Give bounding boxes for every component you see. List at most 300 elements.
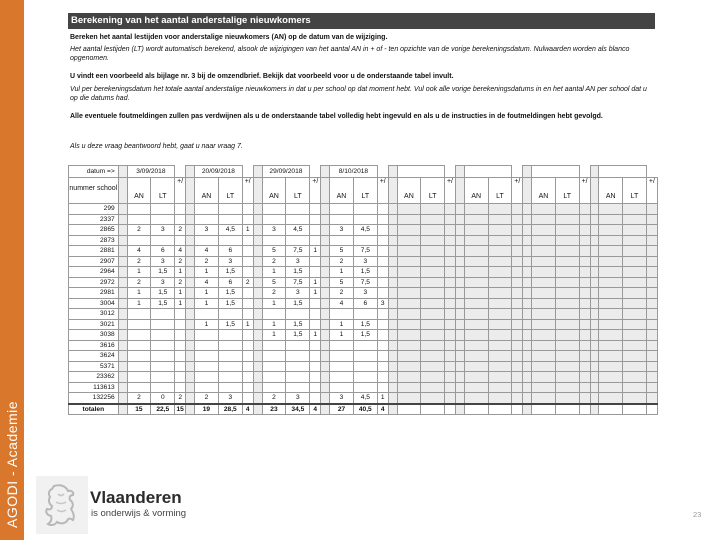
- an-cell[interactable]: [532, 298, 556, 309]
- lt-cell: [286, 372, 310, 383]
- an-cell[interactable]: [330, 382, 354, 393]
- plusmin-column-header: +/: [579, 178, 590, 204]
- an-cell[interactable]: 1: [195, 288, 219, 299]
- total-lt: [488, 404, 512, 415]
- an-cell[interactable]: [397, 330, 421, 341]
- row-spacer: [321, 340, 330, 351]
- an-cell[interactable]: [330, 372, 354, 383]
- row-spacer: [590, 382, 599, 393]
- plusmin-cell: [579, 246, 590, 257]
- lt-cell: 1,5: [151, 298, 175, 309]
- lt-cell: [623, 382, 647, 393]
- an-cell[interactable]: [599, 256, 623, 267]
- plusmin-cell: [445, 372, 456, 383]
- plusmin-cell: [377, 267, 388, 278]
- an-cell[interactable]: [397, 214, 421, 225]
- an-cell[interactable]: 3: [330, 393, 354, 404]
- lt-cell: [623, 340, 647, 351]
- an-cell[interactable]: [330, 214, 354, 225]
- row-spacer: [321, 204, 330, 215]
- an-cell[interactable]: 3: [262, 225, 286, 236]
- an-cell[interactable]: 3: [195, 225, 219, 236]
- an-cell[interactable]: [599, 372, 623, 383]
- an-cell[interactable]: [397, 382, 421, 393]
- an-cell[interactable]: [127, 340, 151, 351]
- lt-cell: [286, 361, 310, 372]
- row-spacer: [118, 288, 127, 299]
- an-cell[interactable]: [330, 204, 354, 215]
- plusmin-cell: 1: [310, 288, 321, 299]
- an-cell[interactable]: [532, 277, 556, 288]
- an-cell[interactable]: [532, 256, 556, 267]
- an-cell[interactable]: [464, 330, 488, 341]
- an-cell[interactable]: 5: [262, 277, 286, 288]
- lt-cell: [151, 361, 175, 372]
- an-cell[interactable]: [464, 277, 488, 288]
- an-cell[interactable]: [464, 267, 488, 278]
- an-cell[interactable]: [127, 382, 151, 393]
- row-spacer: [455, 267, 464, 278]
- row-spacer: [455, 256, 464, 267]
- an-cell[interactable]: [330, 309, 354, 320]
- plusmin-cell: [445, 309, 456, 320]
- an-cell[interactable]: [532, 214, 556, 225]
- an-cell[interactable]: [532, 246, 556, 257]
- an-cell[interactable]: [195, 214, 219, 225]
- an-cell[interactable]: [195, 361, 219, 372]
- an-cell[interactable]: [599, 309, 623, 320]
- an-cell[interactable]: [195, 340, 219, 351]
- lt-column-header: LT: [151, 178, 175, 204]
- lt-cell: [488, 246, 512, 257]
- column-spacer: [455, 178, 464, 204]
- an-cell[interactable]: [127, 372, 151, 383]
- an-cell[interactable]: [262, 372, 286, 383]
- row-spacer: [590, 298, 599, 309]
- an-cell[interactable]: [464, 382, 488, 393]
- row-spacer: [186, 204, 195, 215]
- an-cell[interactable]: [532, 382, 556, 393]
- plusmin-spacer: [242, 166, 253, 178]
- an-cell[interactable]: 2: [262, 288, 286, 299]
- plusmin-cell: [175, 330, 186, 341]
- an-cell[interactable]: [397, 393, 421, 404]
- lt-cell: [623, 235, 647, 246]
- lt-cell: [151, 235, 175, 246]
- an-cell[interactable]: [532, 393, 556, 404]
- an-cell[interactable]: [195, 235, 219, 246]
- an-cell[interactable]: 4: [195, 277, 219, 288]
- row-spacer: [118, 277, 127, 288]
- an-cell[interactable]: [127, 351, 151, 362]
- plusmin-cell: 1: [175, 267, 186, 278]
- row-spacer: [321, 382, 330, 393]
- total-an: [397, 404, 421, 415]
- total-plusmin: [512, 404, 523, 415]
- an-cell[interactable]: [397, 267, 421, 278]
- an-cell[interactable]: [397, 309, 421, 320]
- plusmin-cell: [242, 298, 253, 309]
- row-spacer: [388, 256, 397, 267]
- an-cell[interactable]: 4: [127, 246, 151, 257]
- plusmin-cell: 4: [175, 246, 186, 257]
- an-cell[interactable]: [599, 204, 623, 215]
- an-cell[interactable]: [532, 267, 556, 278]
- lt-cell: 1,5: [286, 267, 310, 278]
- lt-cell: 7,5: [353, 277, 377, 288]
- an-cell[interactable]: [397, 361, 421, 372]
- lt-cell: [151, 319, 175, 330]
- row-spacer: [118, 351, 127, 362]
- an-cell[interactable]: 1: [330, 330, 354, 341]
- an-cell[interactable]: [599, 361, 623, 372]
- an-cell[interactable]: [532, 361, 556, 372]
- an-cell[interactable]: 1: [262, 298, 286, 309]
- an-cell[interactable]: [599, 340, 623, 351]
- an-cell[interactable]: [397, 351, 421, 362]
- an-cell[interactable]: 1: [195, 267, 219, 278]
- plusmin-cell: [579, 382, 590, 393]
- plusmin-cell: [579, 214, 590, 225]
- an-column-header: AN: [330, 178, 354, 204]
- plusmin-cell: [242, 204, 253, 215]
- lt-cell: [421, 393, 445, 404]
- an-cell[interactable]: [464, 393, 488, 404]
- an-cell[interactable]: 2: [195, 256, 219, 267]
- date-cell[interactable]: [599, 166, 647, 178]
- plusmin-cell: [242, 340, 253, 351]
- an-cell[interactable]: 3: [330, 225, 354, 236]
- column-spacer: [590, 178, 599, 204]
- total-plusmin: 15: [175, 404, 186, 415]
- row-spacer: [118, 382, 127, 393]
- lt-cell: 4,5: [353, 225, 377, 236]
- an-cell[interactable]: [599, 298, 623, 309]
- an-cell[interactable]: [532, 330, 556, 341]
- plusmin-cell: [242, 393, 253, 404]
- total-lt: 28,5: [218, 404, 242, 415]
- plusmin-cell: [377, 256, 388, 267]
- an-cell[interactable]: [532, 372, 556, 383]
- date-cell[interactable]: 20/09/2018: [195, 166, 243, 178]
- an-cell[interactable]: [464, 309, 488, 320]
- plusmin-cell: [579, 340, 590, 351]
- table-row: [69, 319, 658, 330]
- an-cell[interactable]: 2: [127, 225, 151, 236]
- an-cell[interactable]: [532, 319, 556, 330]
- plusmin-cell: [512, 351, 523, 362]
- instruction-2: Het aantal lestijden (LT) wordt automatisch berekend, alsook de wijzigingen van het aantal AN in + of - ten opzichte van de vorige berekeningsdatum. Nulwaarden worden als blanco opgenomen.: [70, 46, 630, 62]
- plusmin-column-header: +/: [242, 178, 253, 204]
- an-cell[interactable]: 1: [262, 267, 286, 278]
- an-cell[interactable]: [464, 204, 488, 215]
- an-cell[interactable]: [330, 361, 354, 372]
- an-cell[interactable]: [262, 309, 286, 320]
- an-cell[interactable]: [397, 298, 421, 309]
- an-cell[interactable]: 1: [195, 298, 219, 309]
- lt-cell: [218, 235, 242, 246]
- an-cell[interactable]: [127, 319, 151, 330]
- an-cell[interactable]: [397, 372, 421, 383]
- an-cell[interactable]: [464, 361, 488, 372]
- an-cell[interactable]: [532, 288, 556, 299]
- lt-cell: [555, 214, 579, 225]
- an-cell[interactable]: 2: [262, 393, 286, 404]
- date-cell[interactable]: 3/09/2018: [127, 166, 175, 178]
- plusmin-cell: [512, 235, 523, 246]
- an-cell[interactable]: 2: [127, 256, 151, 267]
- an-cell[interactable]: [464, 351, 488, 362]
- an-cell[interactable]: [195, 351, 219, 362]
- total-an: 27: [330, 404, 354, 415]
- an-cell[interactable]: [397, 204, 421, 215]
- lt-cell: [555, 246, 579, 257]
- an-cell[interactable]: 2: [195, 393, 219, 404]
- plusmin-cell: [646, 298, 657, 309]
- plusmin-spacer: [377, 166, 388, 178]
- row-spacer: [590, 361, 599, 372]
- an-cell[interactable]: [195, 382, 219, 393]
- lt-cell: [488, 267, 512, 278]
- an-cell[interactable]: [127, 204, 151, 215]
- table-row: [69, 235, 658, 246]
- date-spacer: [590, 166, 599, 178]
- date-cell[interactable]: 8/10/2018: [330, 166, 378, 178]
- an-cell[interactable]: [532, 235, 556, 246]
- lt-cell: [151, 214, 175, 225]
- row-spacer: [186, 225, 195, 236]
- table-row: [69, 351, 658, 362]
- an-cell[interactable]: 1: [330, 267, 354, 278]
- an-cell[interactable]: [532, 351, 556, 362]
- plusmin-cell: [445, 382, 456, 393]
- lt-cell: [151, 382, 175, 393]
- an-cell[interactable]: [195, 309, 219, 320]
- lt-cell: [488, 382, 512, 393]
- an-cell[interactable]: [330, 351, 354, 362]
- an-cell[interactable]: [599, 351, 623, 362]
- lt-cell: [151, 204, 175, 215]
- row-spacer: [388, 319, 397, 330]
- an-cell[interactable]: [599, 393, 623, 404]
- date-cell[interactable]: [464, 166, 512, 178]
- lt-cell: [353, 361, 377, 372]
- row-spacer: [590, 204, 599, 215]
- an-cell[interactable]: [397, 246, 421, 257]
- an-cell[interactable]: [599, 225, 623, 236]
- an-cell[interactable]: 2: [330, 288, 354, 299]
- an-cell[interactable]: [532, 225, 556, 236]
- an-cell[interactable]: [464, 246, 488, 257]
- date-header-row: [69, 166, 658, 178]
- an-cell[interactable]: [599, 382, 623, 393]
- an-cell[interactable]: [127, 214, 151, 225]
- an-cell[interactable]: [397, 277, 421, 288]
- an-cell[interactable]: [464, 319, 488, 330]
- lt-cell: [421, 340, 445, 351]
- an-cell[interactable]: 2: [127, 277, 151, 288]
- lt-cell: [488, 319, 512, 330]
- an-cell[interactable]: [464, 288, 488, 299]
- column-spacer: [388, 178, 397, 204]
- school-number: 2873: [69, 235, 119, 246]
- an-cell[interactable]: [464, 235, 488, 246]
- an-cell[interactable]: 2: [330, 256, 354, 267]
- an-cell[interactable]: 5: [330, 277, 354, 288]
- date-cell[interactable]: 29/09/2018: [262, 166, 310, 178]
- plusmin-cell: [445, 351, 456, 362]
- an-cell[interactable]: [599, 235, 623, 246]
- row-spacer: [253, 372, 262, 383]
- an-cell[interactable]: [195, 204, 219, 215]
- row-spacer: [186, 330, 195, 341]
- lt-cell: [218, 372, 242, 383]
- an-cell[interactable]: [397, 319, 421, 330]
- plusmin-cell: 2: [175, 225, 186, 236]
- plusmin-cell: [512, 214, 523, 225]
- an-cell[interactable]: [195, 330, 219, 341]
- an-cell[interactable]: [262, 351, 286, 362]
- row-spacer: [321, 361, 330, 372]
- an-cell[interactable]: [599, 330, 623, 341]
- an-cell[interactable]: 1: [262, 330, 286, 341]
- plusmin-cell: [310, 372, 321, 383]
- lt-cell: 3: [151, 277, 175, 288]
- lt-cell: [555, 288, 579, 299]
- an-cell[interactable]: 4: [330, 298, 354, 309]
- date-spacer: [186, 166, 195, 178]
- row-spacer: [388, 361, 397, 372]
- date-spacer: [388, 166, 397, 178]
- row-spacer: [253, 267, 262, 278]
- lt-cell: [555, 225, 579, 236]
- row-spacer: [186, 277, 195, 288]
- an-cell[interactable]: [599, 214, 623, 225]
- an-cell[interactable]: [599, 277, 623, 288]
- an-cell[interactable]: 1: [195, 319, 219, 330]
- lt-cell: 6: [151, 246, 175, 257]
- an-cell[interactable]: [599, 288, 623, 299]
- row-spacer: [186, 351, 195, 362]
- an-cell[interactable]: 1: [127, 288, 151, 299]
- table-row: [69, 246, 658, 257]
- an-cell[interactable]: [262, 340, 286, 351]
- lt-cell: [623, 330, 647, 341]
- an-cell[interactable]: [599, 267, 623, 278]
- an-cell[interactable]: 1: [262, 319, 286, 330]
- plusmin-cell: [445, 225, 456, 236]
- plusmin-cell: [377, 225, 388, 236]
- an-cell[interactable]: [262, 382, 286, 393]
- lt-cell: [488, 330, 512, 341]
- lt-cell: [353, 204, 377, 215]
- an-cell[interactable]: [397, 288, 421, 299]
- date-spacer: [455, 166, 464, 178]
- lt-column-header: LT: [286, 178, 310, 204]
- totals-row: [69, 404, 658, 415]
- lt-cell: 4,5: [286, 225, 310, 236]
- total-an: [464, 404, 488, 415]
- an-cell[interactable]: 2: [262, 256, 286, 267]
- lt-cell: [421, 309, 445, 320]
- an-cell[interactable]: [330, 235, 354, 246]
- an-cell[interactable]: [532, 204, 556, 215]
- row-spacer: [523, 277, 532, 288]
- row-spacer: [590, 330, 599, 341]
- an-cell[interactable]: [464, 256, 488, 267]
- an-cell[interactable]: [127, 309, 151, 320]
- an-cell[interactable]: [464, 298, 488, 309]
- an-cell[interactable]: [262, 204, 286, 215]
- an-cell[interactable]: [127, 330, 151, 341]
- an-cell[interactable]: 1: [127, 298, 151, 309]
- an-cell[interactable]: [464, 225, 488, 236]
- lt-cell: 1,5: [353, 319, 377, 330]
- an-cell[interactable]: [195, 372, 219, 383]
- plusmin-cell: [579, 393, 590, 404]
- an-cell[interactable]: 2: [127, 393, 151, 404]
- date-cell[interactable]: [397, 166, 445, 178]
- an-cell[interactable]: [397, 235, 421, 246]
- an-cell[interactable]: [262, 214, 286, 225]
- plusmin-cell: [175, 351, 186, 362]
- an-cell[interactable]: [397, 256, 421, 267]
- an-cell[interactable]: [464, 214, 488, 225]
- an-cell[interactable]: 1: [330, 319, 354, 330]
- an-cell[interactable]: [330, 340, 354, 351]
- row-spacer: [118, 298, 127, 309]
- an-cell[interactable]: [532, 309, 556, 320]
- lt-cell: [421, 235, 445, 246]
- an-cell[interactable]: [397, 340, 421, 351]
- plusmin-cell: [310, 256, 321, 267]
- row-spacer: [118, 319, 127, 330]
- date-cell[interactable]: [532, 166, 580, 178]
- an-cell[interactable]: 4: [195, 246, 219, 257]
- plusmin-cell: [377, 277, 388, 288]
- an-cell[interactable]: [599, 246, 623, 257]
- an-cell[interactable]: [464, 340, 488, 351]
- school-number: 2865: [69, 225, 119, 236]
- plusmin-cell: [377, 204, 388, 215]
- an-cell[interactable]: [262, 361, 286, 372]
- plusmin-cell: [512, 361, 523, 372]
- lt-cell: [151, 372, 175, 383]
- an-cell[interactable]: [127, 361, 151, 372]
- lt-cell: [421, 351, 445, 362]
- an-cell[interactable]: [127, 235, 151, 246]
- total-lt: [555, 404, 579, 415]
- plusmin-cell: 1: [175, 288, 186, 299]
- an-cell[interactable]: 1: [127, 267, 151, 278]
- lt-cell: [353, 372, 377, 383]
- an-cell[interactable]: [532, 340, 556, 351]
- an-cell[interactable]: [599, 319, 623, 330]
- lt-cell: [286, 214, 310, 225]
- an-cell[interactable]: [464, 372, 488, 383]
- plusmin-cell: [512, 277, 523, 288]
- school-number: 132256: [69, 393, 119, 404]
- total-an: 23: [262, 404, 286, 415]
- plusmin-cell: [242, 288, 253, 299]
- an-cell[interactable]: 5: [262, 246, 286, 257]
- an-cell[interactable]: [262, 235, 286, 246]
- plusmin-cell: [445, 319, 456, 330]
- total-lt: 22,5: [151, 404, 175, 415]
- an-cell[interactable]: [397, 225, 421, 236]
- an-cell[interactable]: 5: [330, 246, 354, 257]
- row-spacer: [186, 361, 195, 372]
